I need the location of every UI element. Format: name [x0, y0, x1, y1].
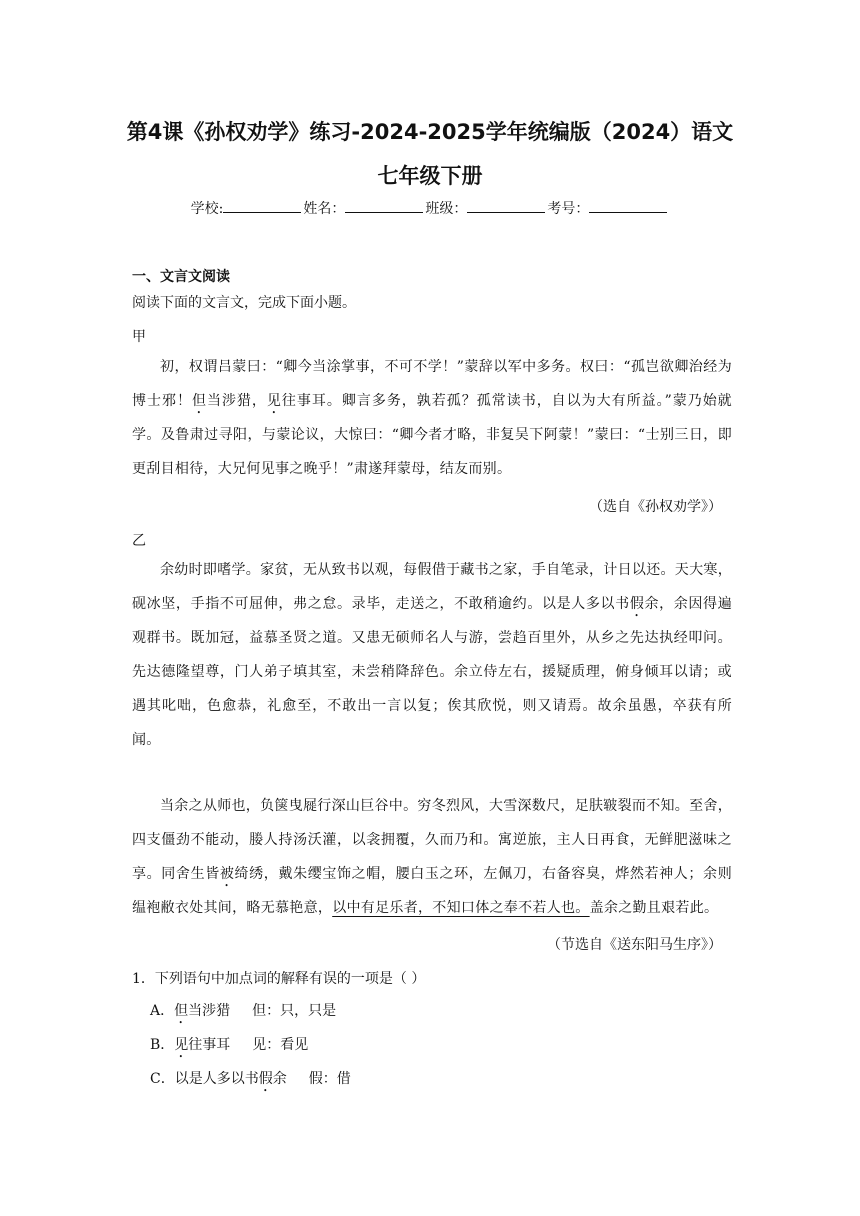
option-text: 当涉猎 [188, 1003, 231, 1019]
student-info-line [0, 198, 860, 218]
name-label: 姓名： [303, 201, 346, 217]
document-title-line2: 七年级下册 [377, 164, 483, 188]
passage-b-paragraph-2 [132, 789, 732, 925]
passage-a-label: 甲 [132, 329, 146, 345]
exam-no-blank [589, 199, 667, 213]
dotted-word: 假 [258, 1071, 273, 1087]
underlined-sentence: 以中有足乐者，不知口体之奉不若人也。 [332, 900, 590, 916]
passage-b-paragraph-1 [132, 553, 732, 757]
question-1-option-a[interactable] [150, 1000, 336, 1027]
passage-b-seg: 当余之从师也，负箧曳屣行深山巨谷中。穷冬烈风，大雪深数尺，足肤皲裂而不知。至舍，四支僵劲不能动，媵人持汤沃灌，以衾拥覆，久而乃和。寓逆旅，主人日再食，无鲜肥滋味之享。同舍生皆 [132, 798, 732, 882]
passage-a-source: （选自《孙权劝学》） [589, 499, 722, 515]
dotted-word: 见 [266, 393, 282, 409]
option-letter: C． [150, 1071, 175, 1087]
dotted-word: 但 [174, 1003, 189, 1019]
dotted-word: 但 [191, 393, 207, 409]
passage-b-seg: 余幼时即嗜学。家贫，无从致书以观，每假借于藏书之家，手自笔录，计日以还。天大寒，砚冰坚，手指不可屈伸，弗之怠。录毕，走送之，不敢稍逾约。以是人多以书 [132, 562, 732, 612]
class-blank [467, 199, 545, 213]
passage-b-label: 乙 [132, 533, 146, 549]
option-text: 以是人多以书 [174, 1071, 259, 1087]
option-text: 往事耳 [188, 1037, 231, 1053]
passage-b-seg: 绮绣，戴朱缨宝饰之帽，腰白玉之环，左佩刀，右备容臭，烨然若神人；余则缊袍敝衣处其间，略无慕艳意， [132, 866, 732, 916]
option-letter: A． [150, 1003, 175, 1019]
section-heading: 一、文言文阅读 [132, 269, 230, 285]
passage-a-seg: 初，权谓吕蒙曰：“卿今当涂掌事，不可不学！”蒙辞以军中多务。权曰：“孤岂欲卿治经为博士邪！ [132, 359, 732, 409]
school-label: 学校: [190, 201, 224, 217]
option-explanation: 但：只，只是 [252, 1003, 337, 1019]
dotted-word: 假 [629, 596, 645, 612]
passage-a-seg: 当涉猎， [206, 393, 267, 409]
question-1-stem: 1．下列语句中加点词的解释有误的一项是（ ） [132, 971, 426, 987]
passage-a-text [132, 350, 732, 486]
name-blank [345, 199, 423, 213]
passage-b-source: （节选自《送东阳马生序》） [547, 937, 722, 953]
passage-b-seg: 盖余之勤且艰若此。 [589, 900, 719, 916]
document-title-line1: 第4课《孙权劝学》练习-2024-2025学年统编版（2024）语文 [126, 120, 734, 144]
section-instruction: 阅读下面的文言文，完成下面小题。 [132, 295, 356, 311]
question-1-option-c[interactable] [150, 1068, 351, 1095]
dotted-word: 被 [219, 866, 235, 882]
question-1-option-b[interactable] [150, 1034, 308, 1061]
dotted-word: 见 [174, 1037, 189, 1053]
option-explanation: 假：借 [308, 1071, 351, 1087]
class-label: 班级： [425, 201, 468, 217]
option-text: 余 [272, 1071, 287, 1087]
passage-b-seg: 余，余因得遍观群书。既加冠，益慕圣贤之道。又患无硕师名人与游，尝趋百里外，从乡之先达执经叩问。先达德隆望尊，门人弟子填其室，未尝稍降辞色。余立侍左右，援疑质理，俯身倾耳以请；或遇其叱咄，色愈恭，礼愈至，不敢出一言以复；俟其欣悦，则又请焉。故余虽愚，卒获有所闻。 [132, 596, 732, 748]
option-explanation: 见：看见 [252, 1037, 309, 1053]
passage-a-seg: 往事耳。卿言多务，孰若孤？孤常读书，自以为大有所益。”蒙乃始就学。及鲁肃过寻阳，与蒙论议，大惊曰：“卿今者才略，非复吴下阿蒙！”蒙曰：“士别三日，即更刮目相待，大兄何见事之晚乎！”肃遂拜蒙母，结友而别。 [132, 393, 732, 477]
exam-no-label: 考号： [547, 201, 590, 217]
school-blank [223, 199, 301, 213]
option-letter: B． [150, 1037, 175, 1053]
